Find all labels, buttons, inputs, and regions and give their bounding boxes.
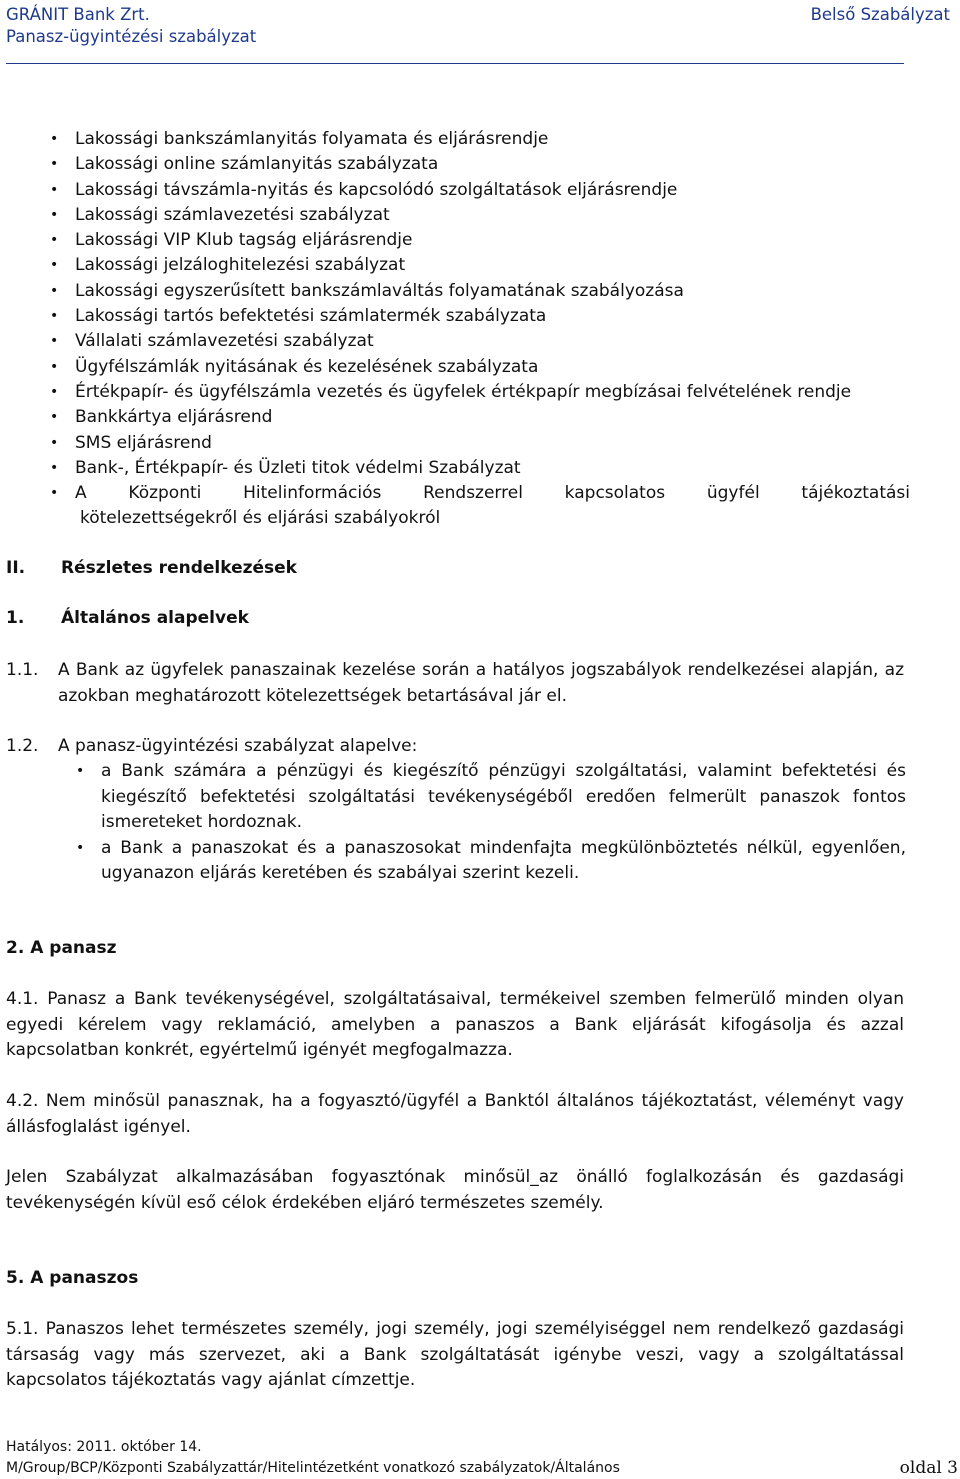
section-heading: 5. A panaszos: [6, 1268, 139, 1288]
paragraph: A panasz-ügyintézési szabályzat alapelve:: [58, 736, 418, 756]
list-item: • Ügyfélszámlák nyitásának és kezelésének szabályzata: [50, 355, 910, 380]
effective-date: Hatályos: 2011. október 14.: [6, 1439, 202, 1455]
list-item: • Lakossági számlavezetési szabályzat: [50, 203, 910, 228]
list-item: • a Bank a panaszokat és a panaszosokat mindenfajta megkülönböztetés nélkül, egyenlően, ugyanazon eljárás keretében és szabályai szerint kezeli.: [76, 836, 906, 887]
document-type: Belső Szabályzat: [810, 5, 950, 24]
page-header: [6, 4, 954, 48]
list-item: • Lakossági jelzáloghitelezési szabályzat: [50, 253, 910, 278]
file-path: M/Group/BCP/Központi Szabályzattár/Hitelintézetként vonatkozó szabályzatok/Általános: [6, 1460, 620, 1476]
paragraph: A Bank az ügyfelek panaszainak kezelése során a hatályos jogszabályok rendelkezései alapján, az azokban meghatározott kötelezettségek betartásával jár el.: [58, 660, 904, 706]
paragraph: 4.2. Nem minősül panasznak, ha a fogyasztó/ügyfél a Banktól általános tájékoztatást, véleményt vagy állásfoglalást igényel.: [6, 1091, 904, 1137]
list-item: • Bankkártya eljárásrend: [50, 405, 910, 430]
list-item: • a Bank számára a pénzügyi és kiegészítő pénzügyi szolgáltatási, valamint befektetési és kiegészítő befektetési szolgáltatási tevékenységéből eredően felmerült panaszok fontos ismereteket hordoznak.: [76, 759, 906, 836]
section-number: 1.: [6, 608, 25, 628]
page-number: oldal 3: [899, 1458, 958, 1478]
section-heading: Általános alapelvek: [61, 608, 249, 628]
paragraph: 4.1. Panasz a Bank tevékenységével, szolgáltatásaival, termékeivel szemben felmerülő minden olyan egyedi kérelem vagy reklamáció, amelyben a panaszos a Bank eljárását kifogásolja és azzal kapcsolatban konkrét, egyértelmű igényét megfogalmazza.: [6, 989, 904, 1060]
paragraph: Jelen Szabályzat alkalmazásában fogyasztónak minősül_az önálló foglalkozásán és gazdasági tevékenységén kívül eső célok érdekében eljáró természetes személy.: [6, 1167, 904, 1213]
document-title: Panasz-ügyintézési szabályzat: [6, 27, 257, 46]
list-item: • Lakossági bankszámlanyitás folyamata és eljárásrendje: [50, 127, 910, 152]
bank-name: GRÁNIT Bank Zrt.: [6, 5, 150, 24]
page-footer: [6, 1437, 620, 1479]
list-item: • Lakossági tartós befektetési számlatermék szabályzata: [50, 304, 910, 329]
list-item: • Értékpapír- és ügyfélszámla vezetés és ügyfelek értékpapír megbízásai felvételének rendje: [50, 380, 910, 405]
paragraph-number: 1.1.: [6, 660, 39, 680]
list-item-line: • A Központi Hitelinformációs Rendszerrel kapcsolatos ügyfél tájékoztatási: [75, 483, 910, 504]
principle-list: [76, 759, 906, 887]
list-item: • Lakossági VIP Klub tagság eljárásrendje: [50, 228, 910, 253]
list-item: • SMS eljárásrend: [50, 431, 910, 456]
list-item: • Lakossági online számlanyitás szabályzata: [50, 152, 910, 177]
list-item: • Lakossági távszámla-nyitás és kapcsolódó szolgáltatások eljárásrendje: [50, 178, 910, 203]
list-item-line: kötelezettségekről és eljárási szabályokról: [80, 508, 441, 529]
regulation-list: [50, 127, 910, 532]
section-heading: 2. A panasz: [6, 938, 117, 958]
paragraph-number: 1.2.: [6, 736, 39, 756]
paragraph: 5.1. Panaszos lehet természetes személy, jogi személy, jogi személyiséggel nem rendelkező gazdasági társaság vagy más szervezet, aki a Bank szolgáltatását igénybe veszi, vagy a szolgáltatással kapcsolatos tájékoztatás vagy ajánlat címzettje.: [6, 1319, 904, 1390]
section-heading: Részletes rendelkezések: [61, 558, 297, 578]
list-item: • Lakossági egyszerűsített bankszámlaváltás folyamatának szabályozása: [50, 279, 910, 304]
header-divider: [6, 63, 904, 64]
list-item: • Bank-, Értékpapír- és Üzleti titok védelmi Szabályzat: [50, 456, 910, 481]
list-item: • Vállalati számlavezetési szabályzat: [50, 329, 910, 354]
list-item: [50, 481, 910, 532]
section-number: II.: [6, 558, 26, 578]
